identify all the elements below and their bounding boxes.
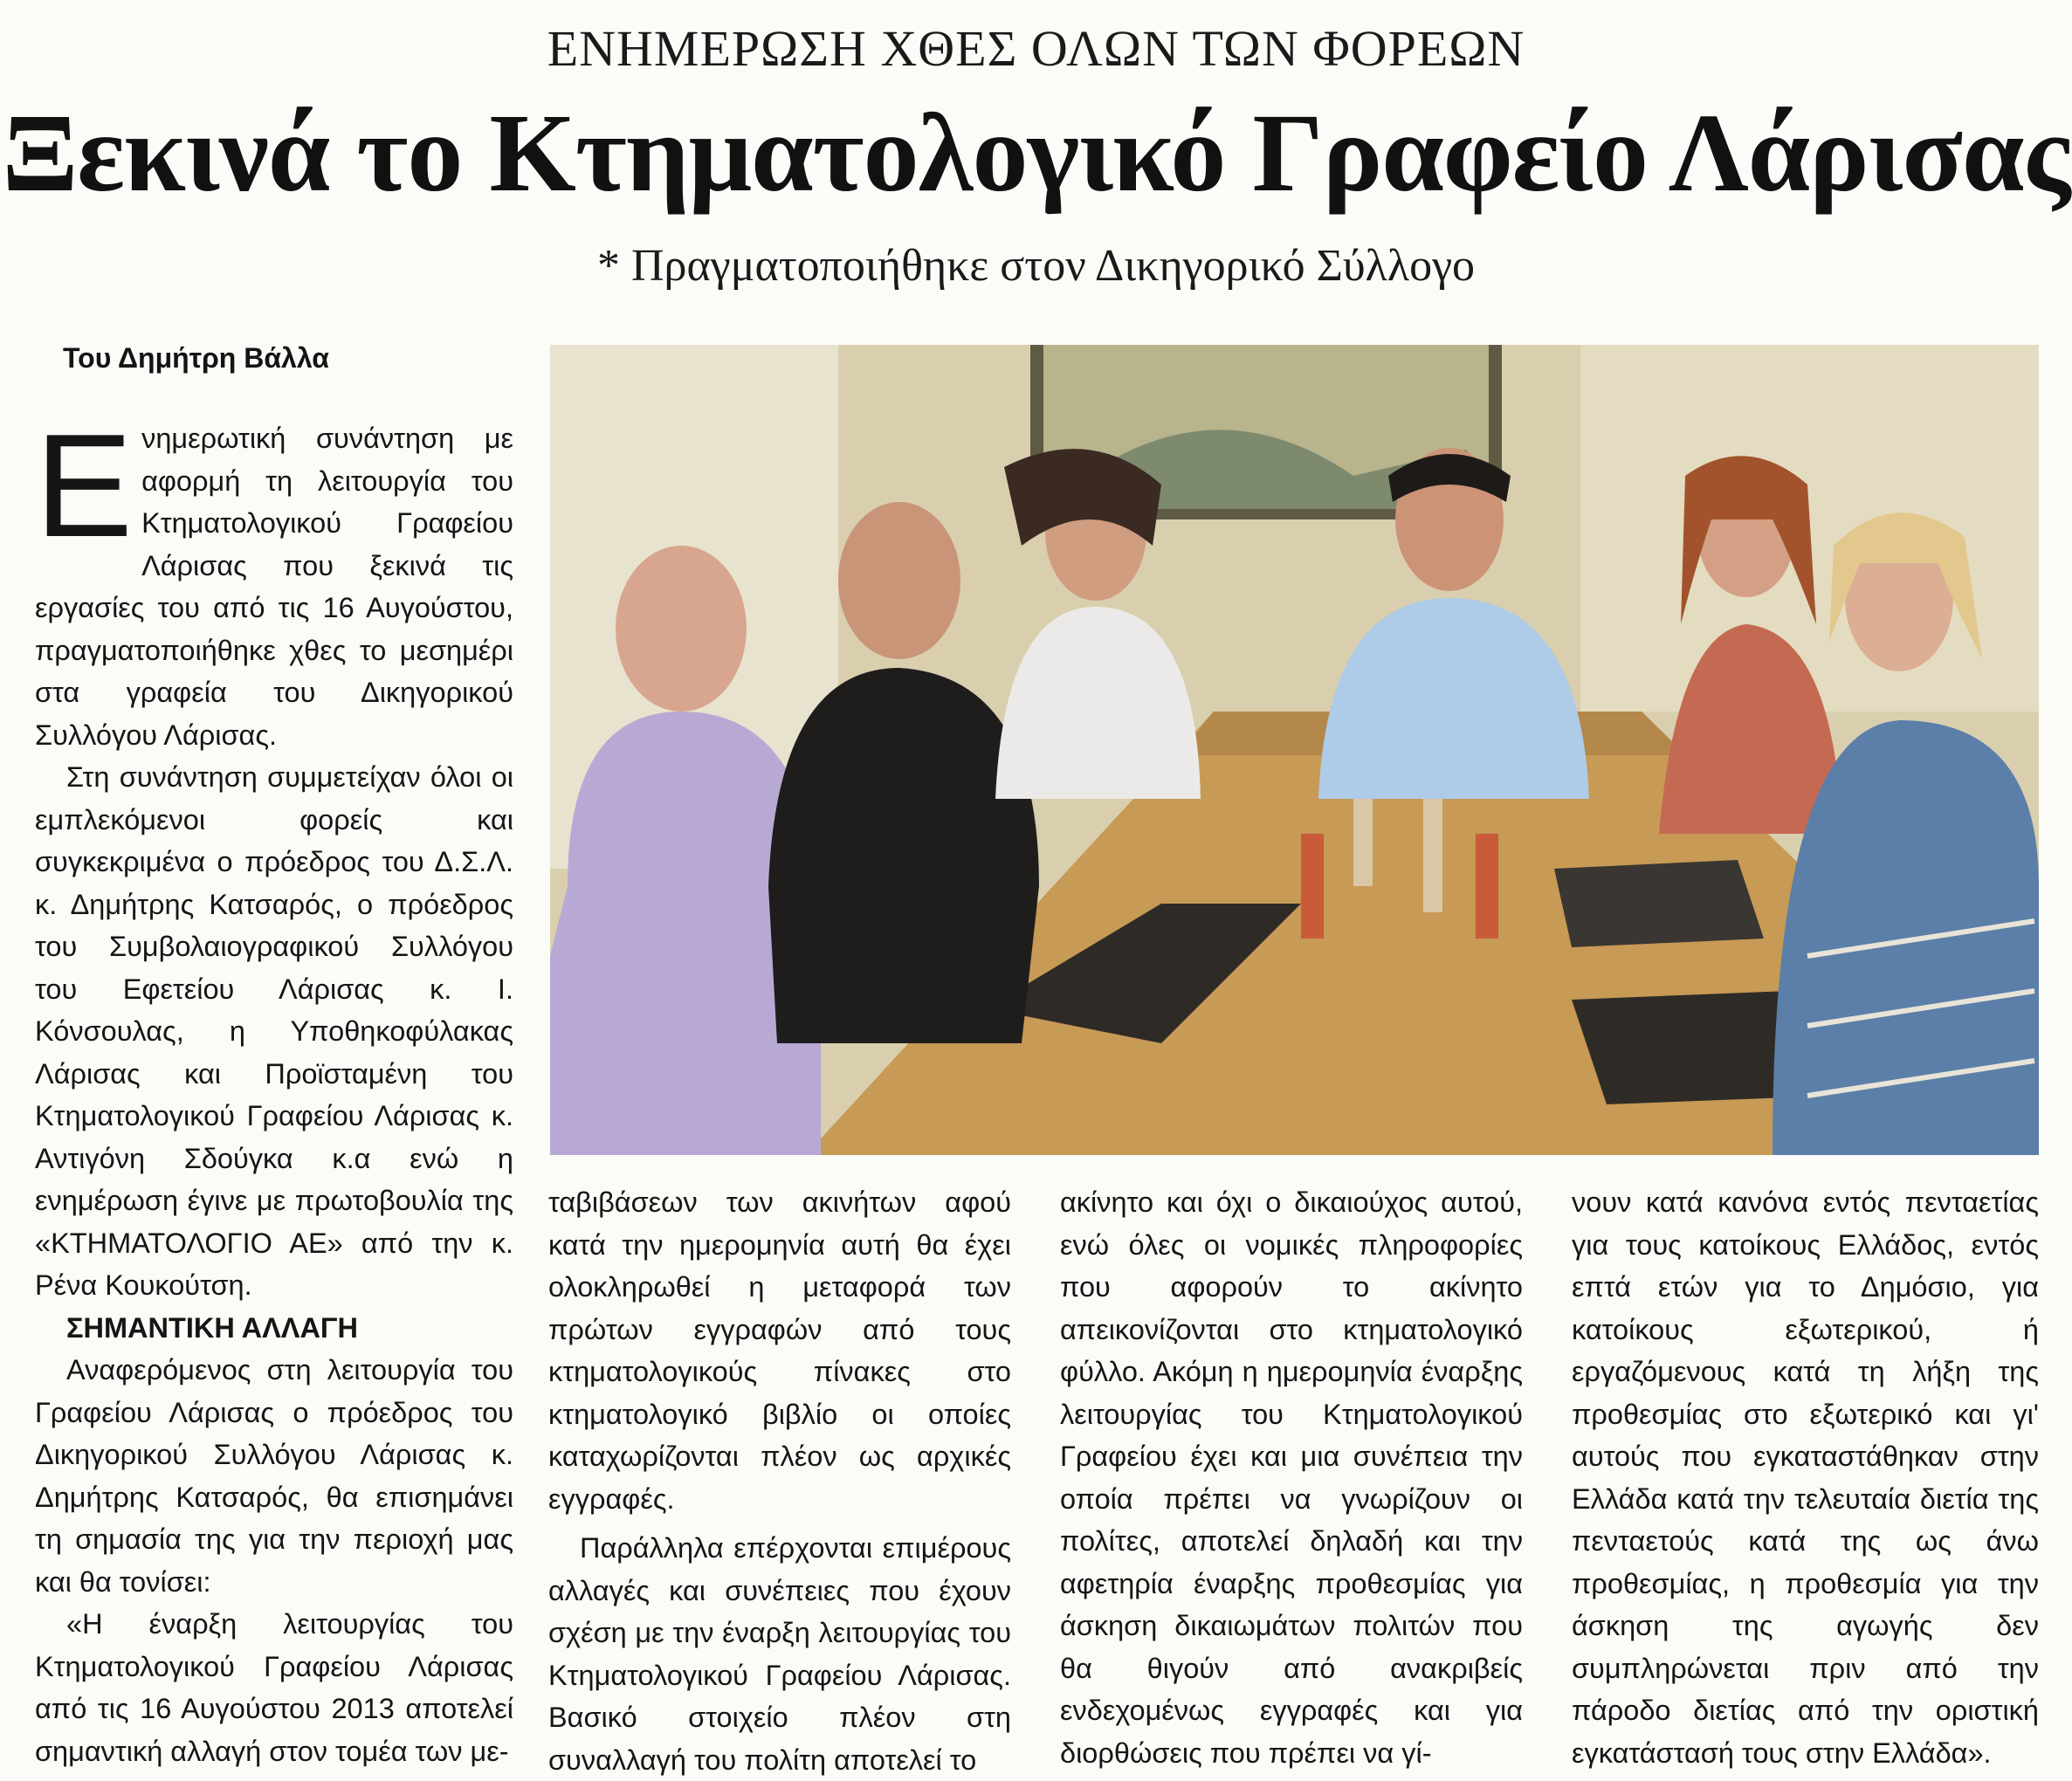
article-kicker: ΕΝΗΜΕΡΩΣΗ ΧΘΕΣ ΟΛΩΝ ΤΩΝ ΦΟΡΕΩΝ (547, 20, 1525, 77)
column-2-paragraph-2: Παράλληλα επέρχονται επιμέρους αλλαγές και συνέπειες που έχουν σχέση με την έναρξη λειτουργίας του Κτηματολογικού Γραφείου Λάρισας. Βασικό στοιχείο πλέον στη συναλλαγή του πολίτη αποτελεί το (548, 1532, 1011, 1776)
article-column-1 (35, 403, 513, 1772)
article-column-2 (548, 1181, 1011, 1781)
article-headline: Ξεκινά το Κτηματολογικό Γραφείο Λάρισας (2, 91, 2070, 215)
article-subhead: * Πραγματοποιήθηκε στον Δικηγορικό Σύλλογο (596, 241, 1476, 291)
column-1-paragraph-3: Αναφερόμενος στη λειτουργία του Γραφείου Λάρισας ο πρόεδρος του Δικηγορικού Συλλόγου Λάρισας κ. Δημήτρης Κατσαρός, θα επισημάνει τη σημασία της για την περιοχή μας και θα τονίσει: (35, 1354, 513, 1598)
meeting-photo (550, 345, 2039, 1155)
column-3-paragraph-1: ακίνητο και όχι ο δικαιούχος αυτού, ενώ όλες οι νομικές πληροφορίες που αφορούν το ακίνητο απεικονίζονται στο κτηματολογικό φύλλο. Ακόμη η ημερομηνία έναρξης λειτουργίας του Κτηματολογικού Γραφείου έχει και μια συνέπεια την οποία πρέπει να γνωρίζουν οι πολίτες, αποτελεί δηλαδή και την αφετηρία έναρξης προθεσμίας για άσκηση δικαιωμάτων πολιτών που θα θιγούν από ανακριβείς ενδεχομένως εγγραφές και για διορθώσεις που πρέπει να γί- (1060, 1186, 1523, 1769)
article-column-4 (1572, 1181, 2039, 1774)
section-heading: ΣΗΜΑΝΤΙΚΗ ΑΛΛΑΓΗ (66, 1311, 358, 1344)
column-1-paragraph-2: Στη συνάντηση συμμετείχαν όλοι οι εμπλεκόμενοι φορείς και συγκεκριμένα ο πρόεδρος του Δ.Σ.Λ. κ. Δημήτρης Κατσαρός, ο πρόεδρος του Συμβολαιογραφικού Συλλόγου του Εφετείου Λάρισας κ. Ι. Κόνσουλας, η Υποθηκοφύλακας Λάρισας και Προϊσταμένη του Κτηματολογικού Γραφείου Λάρισας κ. Αντιγόνη Σδούγκα κ.α ενώ η ενημέρωση έγινε με πρωτοβουλία της «ΚΤΗΜΑΤΟΛΟΓΙΟ ΑΕ» από την κ. Ρένα Κουκούτση. (35, 761, 513, 1301)
column-1-paragraph-4: «Η έναρξη λειτουργίας του Κτηματολογικού Γραφείου Λάρισας από τις 16 Αυγούστου 2013 αποτελεί σημαντική αλλαγή στον τομέα των με- (35, 1608, 513, 1767)
article-byline: Του Δημήτρη Βάλλα (63, 342, 329, 374)
column-2-paragraph-1: ταβιβάσεων των ακινήτων αφού κατά την ημερομηνία αυτή θα έχει ολοκληρωθεί η μεταφορά των πρώτων εγγραφών από τους κτηματολογικούς πίνακες στο κτηματολογικό βιβλίο οι οποίες καταχωρίζονται πλέον ως αρχικές εγγραφές. (548, 1186, 1011, 1515)
drop-cap: Ε (35, 403, 134, 567)
article-column-3 (1060, 1181, 1523, 1774)
column-4-paragraph-1: νουν κατά κανόνα εντός πενταετίας για τους κατοίκους Ελλάδος, εντός επτά ετών για το Δημόσιο, για κατοίκους εξωτερικού, ή εργαζόμενους κατά τη λήξη της προθεσμίας στο εξωτερικό και γι' αυτούς που εγκαταστάθηκαν στην Ελλάδα κατά την τελευταία διετία της πενταετούς κατά της ως άνω προθεσμίας, η προθεσμία για την άσκηση της αγωγής δεν συμπληρώνεται πριν από την πάροδο διετίας από την οριστική εγκατάστασή τους στην Ελλάδα». (1572, 1186, 2039, 1769)
column-1-paragraph-1: νημερωτική συνάντηση με αφορμή τη λειτουργία του Κτηματολογικού Γραφείου Λάρισας που ξεκινά τις εργασίες του από τις 16 Αυγούστου, πραγματοποιήθηκε χθες το μεσημέρι στα γραφεία του Δικηγορικού Συλλόγου Λάρισας. (35, 423, 513, 751)
